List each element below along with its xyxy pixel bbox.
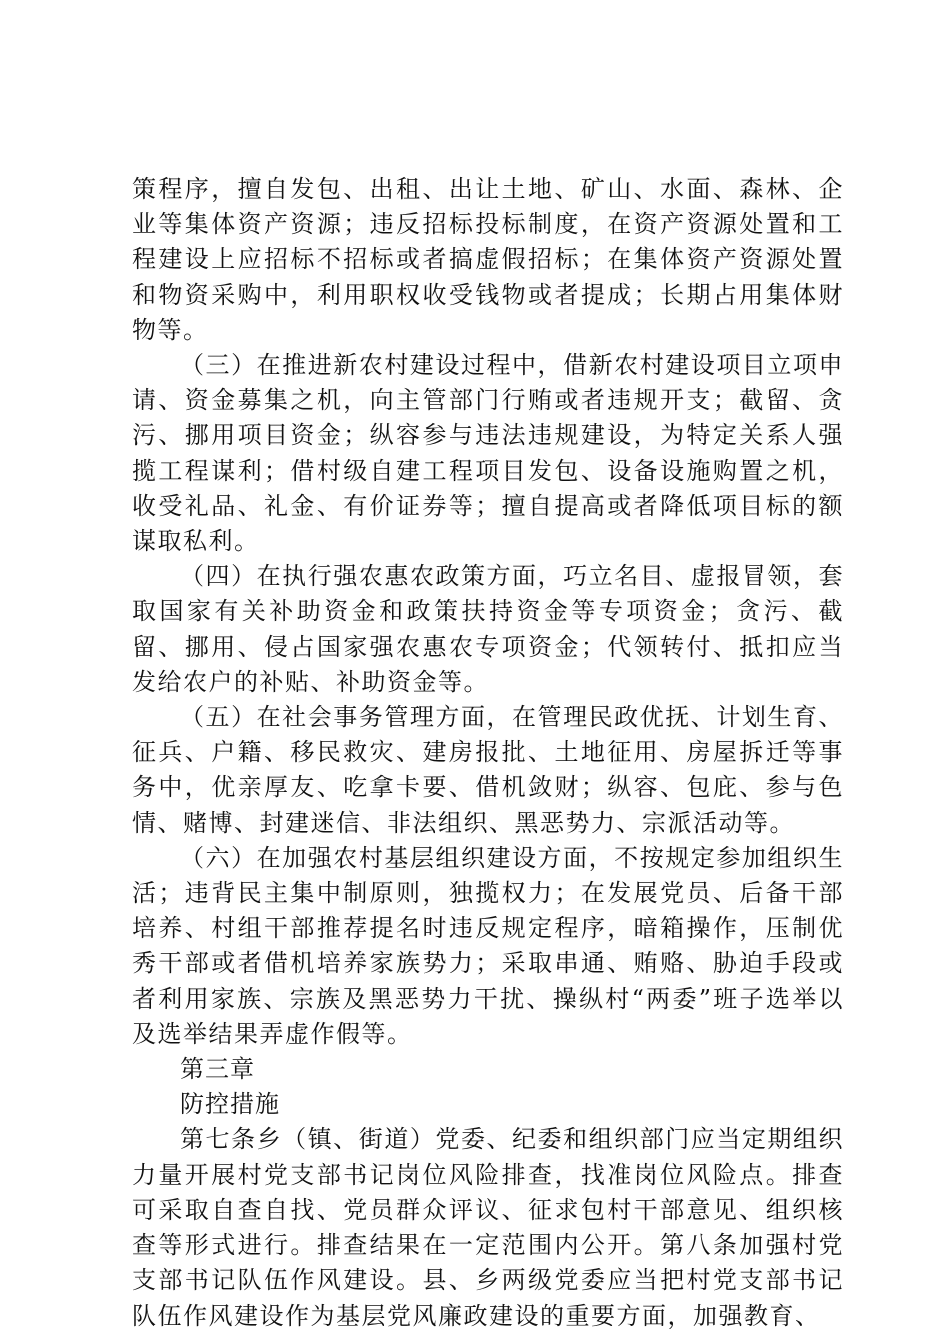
paragraph-item-5: （五）在社会事务管理方面，在管理民政优抚、计划生育、征兵、户籍、移民救灾、建房报批、土地征用、房屋拆迁等事务中，优亲厚友、吃拿卡要、借机敛财；纵容、包庇、参与色情、赌博、封建迷信、非法组织、黑恶势力、宗派活动等。	[132, 703, 844, 837]
paragraph-item-4: （四）在执行强农惠农政策方面，巧立名目、虚报冒领，套取国家有关补助资金和政策扶持资金等专项资金；贪污、截留、挪用、侵占国家强农惠农专项资金；代领转付、抵扣应当发给农户的补贴、补助资金等。	[132, 562, 844, 696]
document-body	[132, 172, 844, 1334]
paragraph-article-7-8: 第七条乡（镇、街道）党委、纪委和组织部门应当定期组织力量开展村党支部书记岗位风险排查，找准岗位风险点。排查可采取自查自找、党员群众评议、征求包村干部意见、组织核查等形式进行。排查结果在一定范围内公开。第八条加强村党支部书记队伍作风建设。县、乡两级党委应当把村党支部书记队伍作风建设作为基层党风廉政建设的重要方面，加强教育、	[132, 1125, 844, 1330]
paragraph-continuation: 策程序，擅自发包、出租、出让土地、矿山、水面、森林、企业等集体资产资源；违反招标投标制度，在资产资源处置和工程建设上应招标不招标或者搞虚假招标；在集体资产资源处置和物资采购中，利用职权收受钱物或者提成；长期占用集体财物等。	[132, 175, 844, 344]
paragraph-item-6: （六）在加强农村基层组织建设方面，不按规定参加组织生活；违背民主集中制原则，独揽权力；在发展党员、后备干部培养、村组干部推荐提名时违反规定程序，暗箱操作，压制优秀干部或者借机培养家族势力；采取串通、贿赂、胁迫手段或者利用家族、宗族及黑恶势力干扰、操纵村“两委”班子选举以及选举结果弄虚作假等。	[132, 843, 844, 1048]
paragraph-item-3: （三）在推进新农村建设过程中，借新农村建设项目立项申请、资金募集之机，向主管部门行贿或者违规开支；截留、贪污、挪用项目资金；纵容参与违法违规建设，为特定关系人强揽工程谋利；借村级自建工程项目发包、设备设施购置之机，收受礼品、礼金、有价证券等；擅自提高或者降低项目标的额谋取私利。	[132, 351, 844, 556]
chapter-heading: 第三章	[180, 1055, 255, 1084]
chapter-title: 防控措施	[180, 1090, 280, 1119]
